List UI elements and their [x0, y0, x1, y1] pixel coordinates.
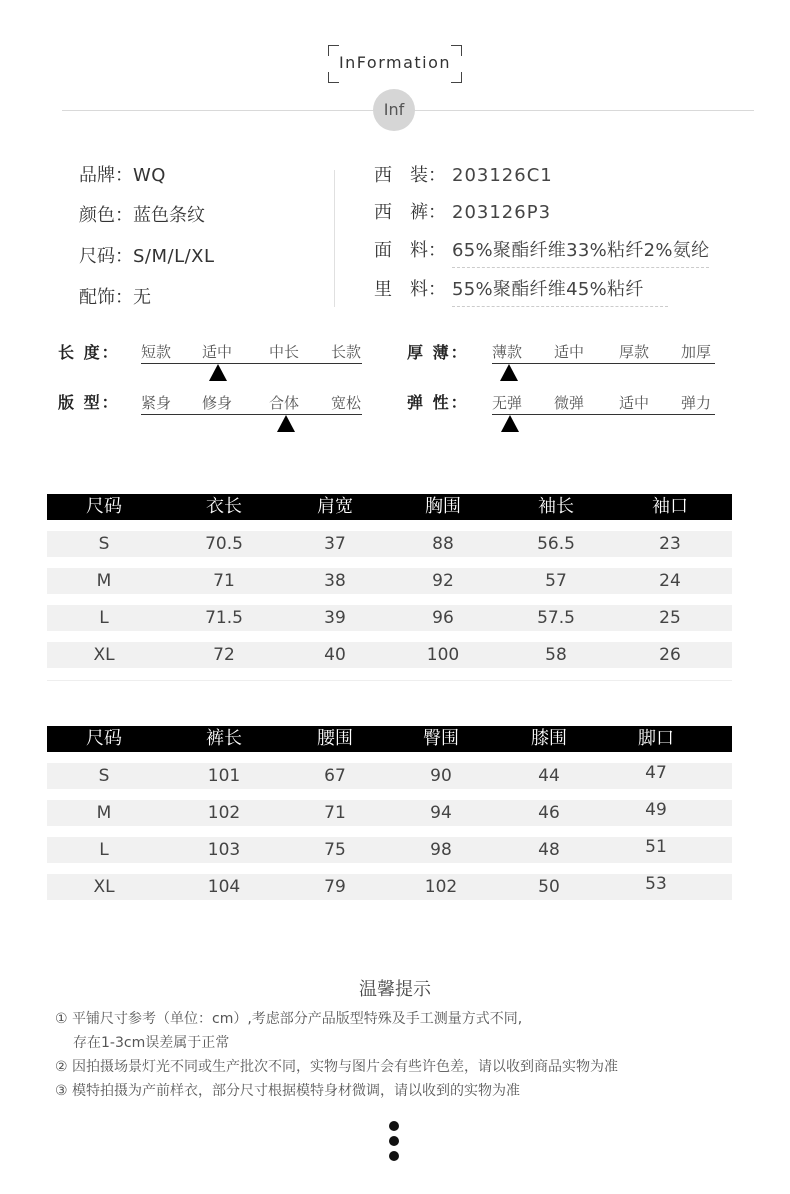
table-row: [47, 874, 732, 900]
table-cell: 51: [645, 837, 667, 857]
corner-bracket: [328, 72, 339, 83]
table-cell: 70.5: [205, 534, 243, 554]
corner-bracket: [451, 72, 462, 83]
table-cell: L: [99, 840, 109, 860]
table-header-cell: 裤长: [206, 728, 242, 749]
info-color: [79, 201, 205, 227]
info-label: 配饰：: [79, 287, 133, 308]
scale-fit-label: 版 型：: [58, 393, 120, 412]
table-cell: M: [96, 571, 112, 591]
information-header: [328, 45, 462, 83]
table-header-cell: 腰围: [317, 728, 353, 749]
scale-thickness-marker: [500, 364, 518, 381]
table-header-cell: 脚口: [638, 728, 674, 749]
info-label: 面 料：: [374, 240, 446, 261]
table-header-cell: 胸围: [425, 496, 461, 517]
scale-option: 合体: [269, 394, 300, 412]
info-label: 西 裤：: [374, 202, 446, 223]
table-cell: 50: [538, 877, 560, 897]
table-cell: 57.5: [537, 608, 575, 628]
scale-fit-marker: [277, 415, 295, 432]
info-label: 尺码：: [79, 246, 133, 267]
scale-option: 弹力: [681, 394, 712, 412]
scale-option: 无弹: [492, 394, 523, 412]
scale-length-label: 长 度：: [58, 343, 120, 362]
info-suit-code: [374, 161, 553, 187]
note-item: ① 平铺尺寸参考（单位：cm）,考虑部分产品版型特殊及手工测量方式不同,: [55, 1011, 523, 1027]
pants-size-table: [47, 726, 732, 906]
info-value: 203126P3: [452, 202, 552, 223]
scale-option: 厚款: [619, 343, 650, 361]
table-cell: 79: [324, 877, 346, 897]
table-cell: 37: [324, 534, 346, 554]
table-cell: 90: [430, 766, 452, 786]
table-cell: 25: [659, 608, 681, 628]
info-value: S/M/L/XL: [133, 246, 215, 267]
scale-thickness-line: [492, 363, 715, 364]
scale-option: 微弹: [554, 394, 585, 412]
table-cell: 44: [538, 766, 560, 786]
header-title: InFormation: [338, 53, 452, 72]
table-cell: 98: [430, 840, 452, 860]
table-cell: 38: [324, 571, 346, 591]
info-value: 无: [133, 287, 151, 308]
info-value: 55%聚酯纤维45%粘纤: [452, 275, 668, 307]
table-cell: 53: [645, 874, 667, 894]
table-cell: 104: [207, 877, 241, 897]
table-cell: 102: [207, 803, 241, 823]
table-cell: 100: [426, 645, 460, 665]
table-header-cell: 袖口: [652, 496, 688, 517]
table-cell: 101: [207, 766, 241, 786]
info-label: 里 料：: [374, 279, 446, 300]
table-cell: 57: [545, 571, 567, 591]
scale-option: 修身: [202, 394, 233, 412]
table-cell: 58: [545, 645, 567, 665]
table-cell: S: [98, 534, 110, 554]
info-pants-code: [374, 198, 551, 224]
table-row: [47, 642, 732, 668]
scale-option: 薄款: [492, 343, 523, 361]
table-header-cell: 袖长: [538, 496, 574, 517]
info-value: WQ: [133, 165, 166, 186]
table-row: [47, 605, 732, 631]
table-cell: 67: [324, 766, 346, 786]
ellipsis-dot-icon: [389, 1136, 399, 1146]
table-cell: 46: [538, 803, 560, 823]
info-fabric: [374, 236, 709, 268]
info-lining: [374, 275, 668, 307]
ellipsis-dot-icon: [389, 1151, 399, 1161]
info-value: 蓝色条纹: [133, 205, 205, 226]
table-header: [47, 494, 732, 520]
table-row: [47, 568, 732, 594]
scale-option: 宽松: [331, 394, 362, 412]
table-cell: 47: [645, 763, 667, 783]
table-cell: L: [99, 608, 109, 628]
note-item: ② 因拍摄场景灯光不同或生产批次不同，实物与图片会有些许色差，请以收到商品实物为准: [55, 1059, 618, 1075]
info-label: 西 装：: [374, 165, 446, 186]
info-size: [79, 242, 215, 268]
scale-option: 适中: [554, 343, 585, 361]
table-row: [47, 763, 732, 789]
table-row: [47, 800, 732, 826]
scale-option: 短款: [141, 343, 172, 361]
table-header-cell: 衣长: [206, 496, 242, 517]
table-cell: 40: [324, 645, 346, 665]
inf-badge: Inf: [373, 89, 415, 131]
scale-option: 紧身: [141, 394, 172, 412]
table-cell: 96: [432, 608, 454, 628]
scale-length-line: [141, 363, 362, 364]
scale-option: 适中: [202, 343, 233, 361]
scale-elasticity-label: 弹 性：: [407, 393, 469, 412]
table-cell: XL: [93, 645, 115, 665]
scale-fit-line: [141, 414, 362, 415]
table-cell: 71: [324, 803, 346, 823]
info-label: 颜色：: [79, 205, 133, 226]
table-cell: M: [96, 803, 112, 823]
table-row: [47, 531, 732, 557]
scale-option: 适中: [619, 394, 650, 412]
scale-elasticity-marker: [501, 415, 519, 432]
jacket-size-table: [47, 494, 732, 684]
table-cell: 56.5: [537, 534, 575, 554]
scale-length-marker: [209, 364, 227, 381]
table-cell: 88: [432, 534, 454, 554]
note-item: 存在1-3cm误差属于正常: [73, 1035, 230, 1051]
scale-thickness-label: 厚 薄：: [407, 343, 469, 362]
table-header-cell: 臀围: [423, 728, 459, 749]
ellipsis-dot-icon: [389, 1121, 399, 1131]
table-cell: 94: [430, 803, 452, 823]
info-brand: [79, 161, 166, 187]
table-cell: 39: [324, 608, 346, 628]
table-cell: 48: [538, 840, 560, 860]
table-cell: 102: [424, 877, 458, 897]
table-header: [47, 726, 732, 752]
note-item: ③ 模特拍摄为产前样衣，部分尺寸根据模特身材微调，请以收到的实物为准: [55, 1083, 520, 1099]
scale-option: 加厚: [681, 343, 712, 361]
table-header-cell: 尺码: [86, 496, 122, 517]
scale-option: 长款: [331, 343, 362, 361]
table-row: [47, 837, 732, 863]
info-value: 203126C1: [452, 165, 553, 186]
table-cell: 103: [207, 840, 241, 860]
table-header-cell: 尺码: [86, 728, 122, 749]
table-cell: XL: [93, 877, 115, 897]
info-accessory: [79, 283, 151, 309]
table-cell: S: [98, 766, 110, 786]
info-column-divider: [334, 170, 335, 307]
table-cell: 72: [213, 645, 235, 665]
table-header-cell: 肩宽: [317, 496, 353, 517]
scale-elasticity-line: [492, 414, 715, 415]
table-cell: 92: [432, 571, 454, 591]
table-cell: 49: [645, 800, 667, 820]
scale-option: 中长: [269, 343, 300, 361]
table-cell: 75: [324, 840, 346, 860]
table-bottom-border: [47, 680, 732, 681]
info-value: 65%聚酯纤维33%粘纤2%氨纶: [452, 236, 709, 268]
table-cell: 23: [659, 534, 681, 554]
table-cell: 24: [659, 571, 681, 591]
table-cell: 71.5: [205, 608, 243, 628]
notes-title: 温馨提示: [359, 979, 431, 1000]
table-header-cell: 膝围: [531, 728, 567, 749]
table-cell: 71: [213, 571, 235, 591]
info-label: 品牌：: [79, 165, 133, 186]
table-cell: 26: [659, 645, 681, 665]
